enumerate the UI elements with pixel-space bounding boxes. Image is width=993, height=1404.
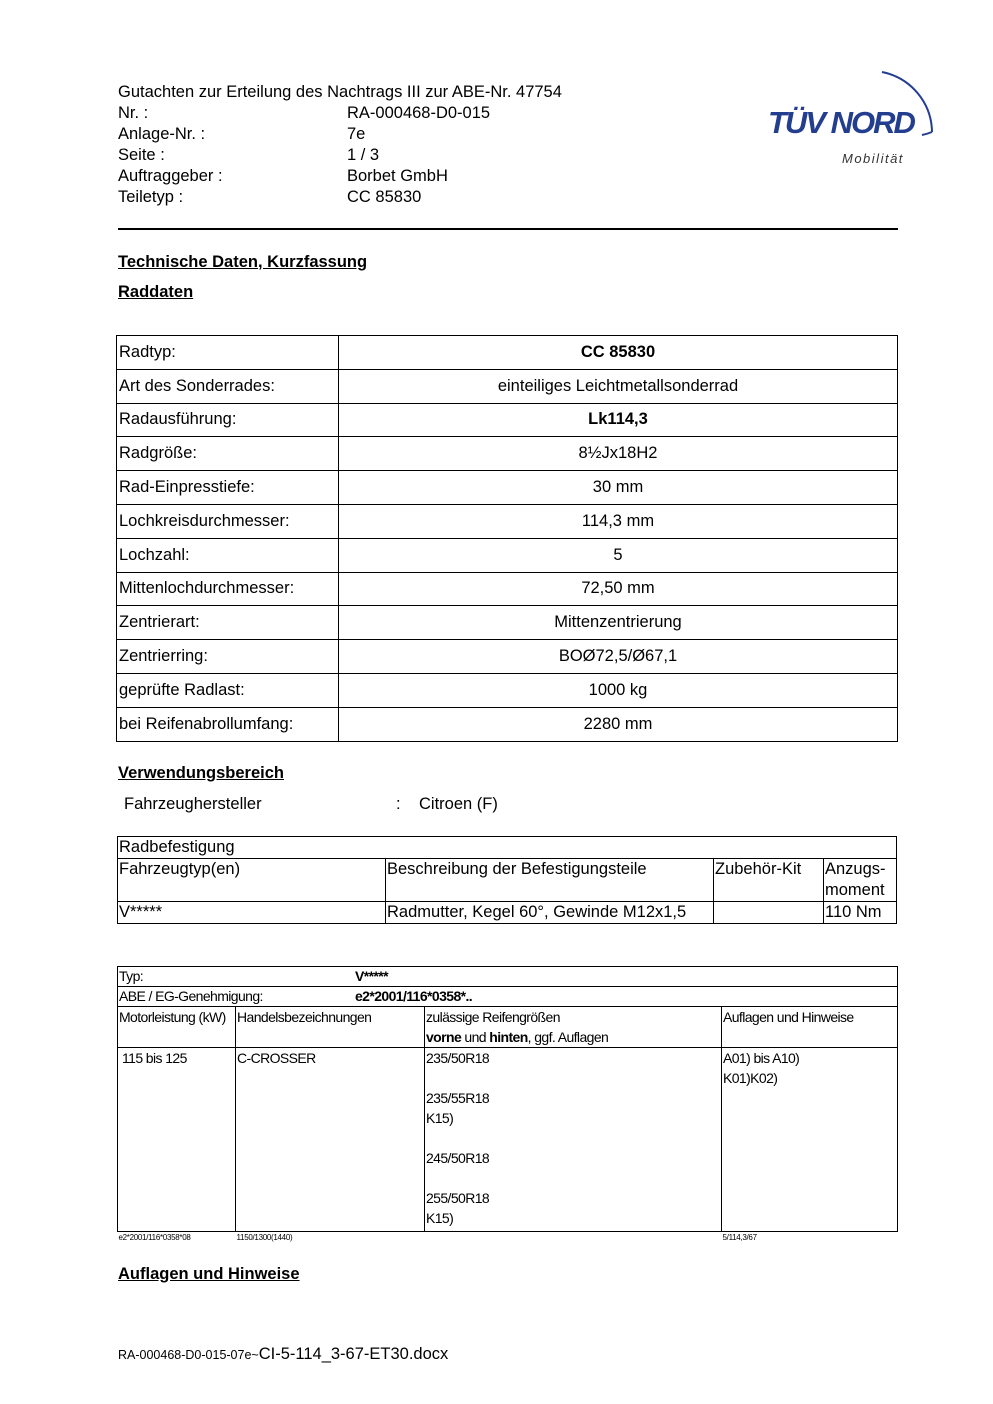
document-title: Gutachten zur Erteilung des Nachtrags III zur ABE-Nr. 47754	[118, 83, 562, 101]
table-cell-power: 115 bis 125	[118, 1048, 236, 1232]
footnote-cell: 1150/1300(1440)	[236, 1233, 293, 1242]
table-row	[117, 707, 898, 741]
typ-value: V*****	[355, 968, 388, 984]
table-header: Beschreibung der Befestigungsteile	[386, 859, 714, 902]
raddaten-label: Art des Sonderrades:	[117, 369, 339, 403]
header-label: Seite :	[118, 146, 165, 164]
table-cell: 110 Nm	[824, 902, 897, 924]
tyre-header-rear: hinten	[489, 1029, 528, 1045]
table-cell: V*****	[118, 902, 386, 924]
tyre-size: 235/50R18	[426, 1050, 490, 1066]
table-row	[117, 572, 898, 606]
table-row	[117, 437, 898, 471]
table-cell-tyres	[425, 1048, 722, 1232]
header-label: Teiletyp :	[118, 188, 184, 206]
table-row	[117, 606, 898, 640]
raddaten-label: Radgröße:	[117, 437, 339, 471]
tyre-header-rest: , ggf. Auflagen	[527, 1029, 609, 1045]
header-row-teiletyp	[118, 187, 562, 208]
header-label: Anlage-Nr. :	[118, 125, 206, 143]
raddaten-label: Radtyp:	[117, 336, 339, 370]
tyre-size: K15)	[426, 1210, 454, 1226]
raddaten-value: 8½Jx18H2	[339, 437, 898, 471]
table-row	[117, 538, 898, 572]
raddaten-label: Zentrierart:	[117, 606, 339, 640]
raddaten-value: 72,50 mm	[339, 572, 898, 606]
tuv-nord-logo	[764, 60, 944, 170]
tyre-header-and: und	[461, 1029, 490, 1045]
tyre-size: K15)	[426, 1110, 454, 1126]
table-header: Zubehör-Kit	[714, 859, 824, 902]
raddaten-label: geprüfte Radlast:	[117, 673, 339, 707]
footer-filename: CI-5-114_3-67-ET30.docx	[258, 1345, 449, 1363]
document-footer	[118, 1345, 448, 1364]
tyre-size	[426, 1168, 720, 1188]
table-cell: Radmutter, Kegel 60°, Gewinde M12x1,5	[386, 902, 714, 924]
tyre-header-line1: zulässige Reifengrößen	[426, 1009, 560, 1025]
manufacturer-label: Fahrzeughersteller	[124, 795, 262, 813]
tyre-header-line2	[426, 1027, 720, 1047]
table-row	[117, 640, 898, 674]
table-header: Handelsbezeichnungen	[236, 1007, 425, 1048]
raddaten-value: einteiliges Leichtmetallsonderrad	[339, 369, 898, 403]
header-value: Borbet GmbH	[347, 167, 448, 185]
table-header: Fahrzeugtyp(en)	[118, 859, 386, 902]
table-row	[118, 987, 898, 1007]
raddaten-table	[116, 335, 898, 742]
raddaten-value: Lk114,3	[339, 403, 898, 437]
raddaten-label: Radausführung:	[117, 403, 339, 437]
raddaten-value: 30 mm	[339, 471, 898, 505]
section-verwendung-title: Verwendungsbereich	[118, 764, 284, 782]
typ-label: Typ:	[119, 968, 144, 984]
table-row	[117, 504, 898, 538]
table-cell	[714, 902, 824, 924]
table-row	[118, 859, 897, 902]
table-header	[425, 1007, 722, 1048]
footnote-cell	[425, 1232, 722, 1245]
abe-row	[118, 987, 898, 1007]
header-row-auftraggeber	[118, 166, 562, 187]
tyre-size	[426, 1128, 720, 1148]
raddaten-value: 5	[339, 538, 898, 572]
tyre-size: 245/50R18	[426, 1150, 490, 1166]
header-label: Nr. :	[118, 104, 149, 122]
section-raddaten-title: Raddaten	[118, 283, 194, 301]
note-line: K01)K02)	[723, 1070, 778, 1086]
table-row	[117, 471, 898, 505]
header-value: 1 / 3	[347, 146, 380, 164]
manufacturer-value: Citroen (F)	[419, 795, 498, 813]
tyre-size: 235/55R18	[426, 1090, 490, 1106]
befestigung-title: Radbefestigung	[118, 837, 897, 859]
radbefestigung-table	[117, 836, 897, 924]
table-header: Anzugs-moment	[824, 859, 897, 902]
abe-value: e2*2001/116*0358*..	[355, 988, 473, 1004]
table-row	[118, 1048, 898, 1232]
footnote-cell: e2*2001/116*0358*08	[118, 1233, 191, 1242]
section-tech-title: Technische Daten, Kurzfassung	[118, 253, 368, 271]
abe-label: ABE / EG-Genehmigung:	[119, 988, 263, 1004]
raddaten-value: Mittenzentrierung	[339, 606, 898, 640]
header-row-nr	[118, 103, 562, 124]
note-line: A01) bis A10)	[723, 1050, 800, 1066]
manufacturer-line	[124, 795, 498, 814]
header-value: RA-000468-D0-015	[347, 104, 491, 122]
logo-brand: TÜV NORD	[768, 105, 914, 140]
header-value: 7e	[347, 125, 366, 143]
typ-table	[117, 966, 898, 1244]
manufacturer-sep: :	[396, 795, 401, 813]
section-auflagen-title: Auflagen und Hinweise	[118, 1265, 300, 1283]
header-label: Auftraggeber :	[118, 167, 223, 185]
raddaten-label: Rad-Einpresstiefe:	[117, 471, 339, 505]
tyre-size	[426, 1068, 720, 1088]
raddaten-label: Zentrierring:	[117, 640, 339, 674]
table-row	[118, 1007, 898, 1048]
logo-subtitle: Mobilität	[842, 151, 904, 166]
footnote-cell: 5/114,3/67	[722, 1233, 757, 1242]
raddaten-value: CC 85830	[339, 336, 898, 370]
document-header	[118, 82, 562, 208]
table-cell-name: C-CROSSER	[236, 1048, 425, 1232]
raddaten-label: bei Reifenabrollumfang:	[117, 707, 339, 741]
table-cell-notes	[722, 1048, 898, 1232]
table-header: Auflagen und Hinweise	[722, 1007, 898, 1048]
table-row-footnote	[118, 1232, 898, 1245]
tyre-header-front: vorne	[426, 1029, 462, 1045]
header-divider	[118, 228, 898, 230]
table-row	[117, 403, 898, 437]
table-row	[117, 673, 898, 707]
tyre-size: 255/50R18	[426, 1190, 490, 1206]
raddaten-value: 2280 mm	[339, 707, 898, 741]
header-row-anlage	[118, 124, 562, 145]
table-row	[118, 837, 897, 859]
table-row	[117, 369, 898, 403]
raddaten-value: 114,3 mm	[339, 504, 898, 538]
raddaten-label: Mittenlochdurchmesser:	[117, 572, 339, 606]
header-row-seite	[118, 145, 562, 166]
footer-id: RA-000468-D0-015-07e~	[118, 1348, 259, 1362]
typ-row	[118, 967, 898, 987]
raddaten-value: 1000 kg	[339, 673, 898, 707]
table-row	[117, 336, 898, 370]
table-row	[118, 967, 898, 987]
header-value: CC 85830	[347, 188, 422, 206]
raddaten-value: BOØ72,5/Ø67,1	[339, 640, 898, 674]
raddaten-label: Lochzahl:	[117, 538, 339, 572]
raddaten-label: Lochkreisdurchmesser:	[117, 504, 339, 538]
table-header: Motorleistung (kW)	[118, 1007, 236, 1048]
table-row	[118, 902, 897, 924]
